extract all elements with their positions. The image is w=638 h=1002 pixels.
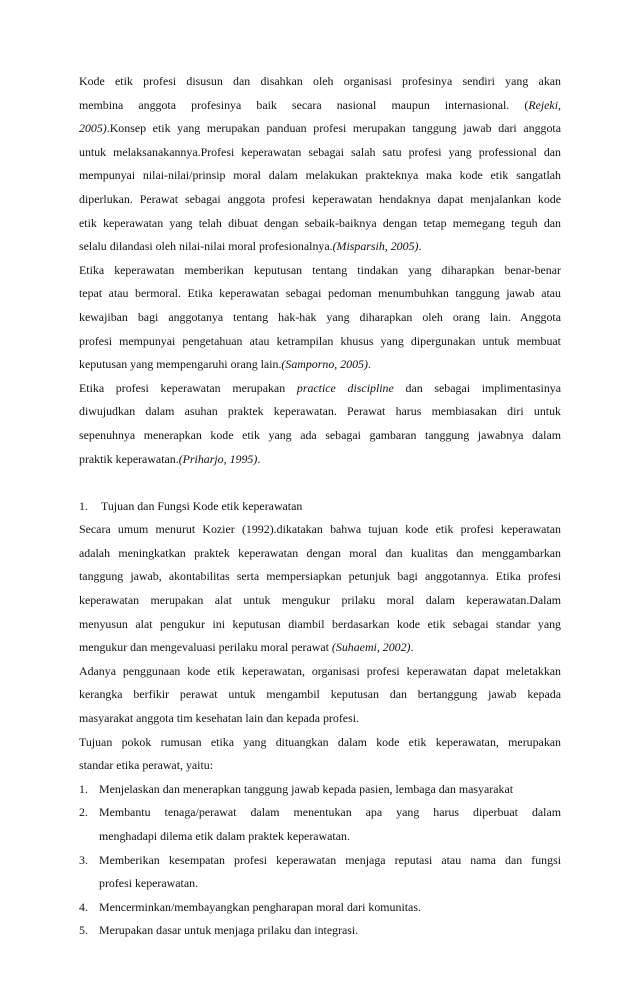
text-line: Tujuan pokok rumusan etika yang dituangkan dalam kode etik keperawatan, merupakan: [79, 734, 561, 749]
text-line: 2005).Konsep etik yang merupakan panduan profesi merupakan tanggung jawab dari anggota: [79, 121, 561, 136]
text-line: mempunyai nilai-nilai/prinsip moral dalam melakukan prakteknya maka kode etik sangatlah: [79, 168, 561, 183]
text-line: menyusun alat pengukur ini keputusan diambil berdasarkan kode etik sebagai standar yang: [79, 616, 561, 631]
text-line: Etika profesi keperawatan merupakan practice discipline dan sebagai implimentasinya: [79, 380, 562, 395]
text-line: tepat atau bermoral. Etika keperawatan sebagai pedoman menumbuhkan tanggung jawab atau: [79, 286, 561, 301]
text-line: masyarakat anggota tim kesehatan lain dan kepada profesi.: [79, 711, 359, 726]
text-line: kewajiban bagi anggotanya tentang hak-hak yang diharapkan oleh orang lain. Anggota: [79, 309, 561, 324]
text-line: Kode etik profesi disusun dan disahkan oleh organisasi profesinya sendiri yang akan: [79, 74, 561, 88]
text-line: keputusan yang mempengaruhi orang lain.(Samporno, 2005).: [79, 357, 371, 372]
list-text: Membantu tenaga/perawat dalam menentukan apa yang harus diperbuat dalam: [99, 805, 561, 820]
paragraph-etika-profesi: [79, 377, 561, 471]
list-text: Menjelaskan dan menerapkan tanggung jawab kepada pasien, lembaga dan masyarakat: [99, 781, 514, 796]
list-number: 4.: [79, 899, 88, 914]
section-heading: [79, 495, 561, 519]
text-line: selalu dilandasi oleh nilai-nilai moral profesionalnya.(Misparsih, 2005).: [79, 239, 422, 254]
text-line: adalah meningkatkan praktek keperawatan dengan moral dan kualitas dan menggambarkan: [79, 545, 561, 560]
text-line: membina anggota profesinya baik secara nasional maupun internasional. (Rejeki,: [79, 97, 561, 112]
paragraph-tujuan-pokok: [79, 731, 561, 778]
list-number: 3.: [79, 852, 88, 867]
list-text-continued: profesi keperawatan.: [99, 876, 199, 891]
text-line: standar etika perawat, yaitu:: [79, 758, 214, 773]
list-text: Mencerminkan/membayangkan pengharapan moral dari komunitas.: [99, 899, 421, 914]
list-item: [79, 919, 561, 943]
list-text: Memberikan kesempatan profesi keperawatan menjaga reputasi atau nama dan fungsi: [99, 852, 561, 867]
text-line: mengukur dan mengevaluasi perilaku moral perawat (Suhaemi, 2002).: [79, 640, 414, 655]
text-line: untuk melaksanakannya.Profesi keperawatan sebagai salah satu profesi yang professional dan: [79, 144, 561, 159]
list-item: [79, 896, 561, 920]
document-body: [79, 70, 561, 943]
list-text-continued: menghadapi dilema etik dalam praktek keperawatan.: [99, 829, 350, 843]
list-item: [79, 801, 561, 825]
text-line: keperawatan merupakan alat untuk mengukur prilaku moral dalam keperawatan.Dalam: [79, 593, 561, 608]
text-line: tanggung jawab, akontabilitas serta mempersiapkan petunjuk bagi anggotannya. Etika profesi: [79, 569, 561, 584]
list-number: 2.: [79, 805, 88, 820]
text-line: sepenuhnya menerapkan kode etik yang ada sebagai gambaran tanggung jawabnya dalam: [79, 427, 561, 442]
section-title: Tujuan dan Fungsi Kode etik keperawatan: [101, 498, 303, 513]
list-text: Merupakan dasar untuk menjaga prilaku dan integrasi.: [99, 923, 359, 938]
text-line: Etika keperawatan memberikan keputusan tentang tindakan yang diharapkan benar-benar: [79, 262, 561, 277]
list-item: [79, 778, 561, 802]
section-number: 1.: [79, 498, 88, 513]
text-line: diperlukan. Perawat sebagai anggota profesi keperawatan hendaknya dapat menjalankan kode: [79, 191, 561, 206]
text-line: Secara umum menurut Kozier (1992).dikatakan bahwa tujuan kode etik profesi keperawatan: [79, 522, 561, 537]
text-line: etik keperawatan yang telah dibuat dengan sebaik-baiknya dengan tetap memegang teguh dan: [79, 215, 561, 230]
text-line: kerangka berfikir perawat untuk mengambil keputusan dan bertanggung jawab kepada: [79, 687, 561, 702]
paragraph-etika-keperawatan: [79, 259, 561, 377]
text-line: Adanya penggunaan kode etik keperawatan, organisasi profesi keperawatan dapat meletakkan: [79, 663, 561, 678]
list-item: [79, 849, 561, 873]
numbered-list: [79, 778, 561, 943]
list-number: 5.: [79, 923, 88, 938]
paragraph-tujuan-kozier: [79, 518, 561, 660]
text-line: profesi mempunyai pengetahuan atau ketrampilan khusus yang dipergunakan untuk membuat: [79, 333, 561, 348]
paragraph-kode-etik: [79, 70, 561, 259]
paragraph-penggunaan-kode-etik: [79, 660, 561, 731]
text-line: praktik keperawatan.(Priharjo, 1995).: [79, 451, 261, 466]
list-number: 1.: [79, 781, 88, 796]
text-line: diwujudkan dalam asuhan praktek keperawatan. Perawat harus membiasakan diri untuk: [79, 404, 561, 419]
spacer: [79, 471, 561, 495]
